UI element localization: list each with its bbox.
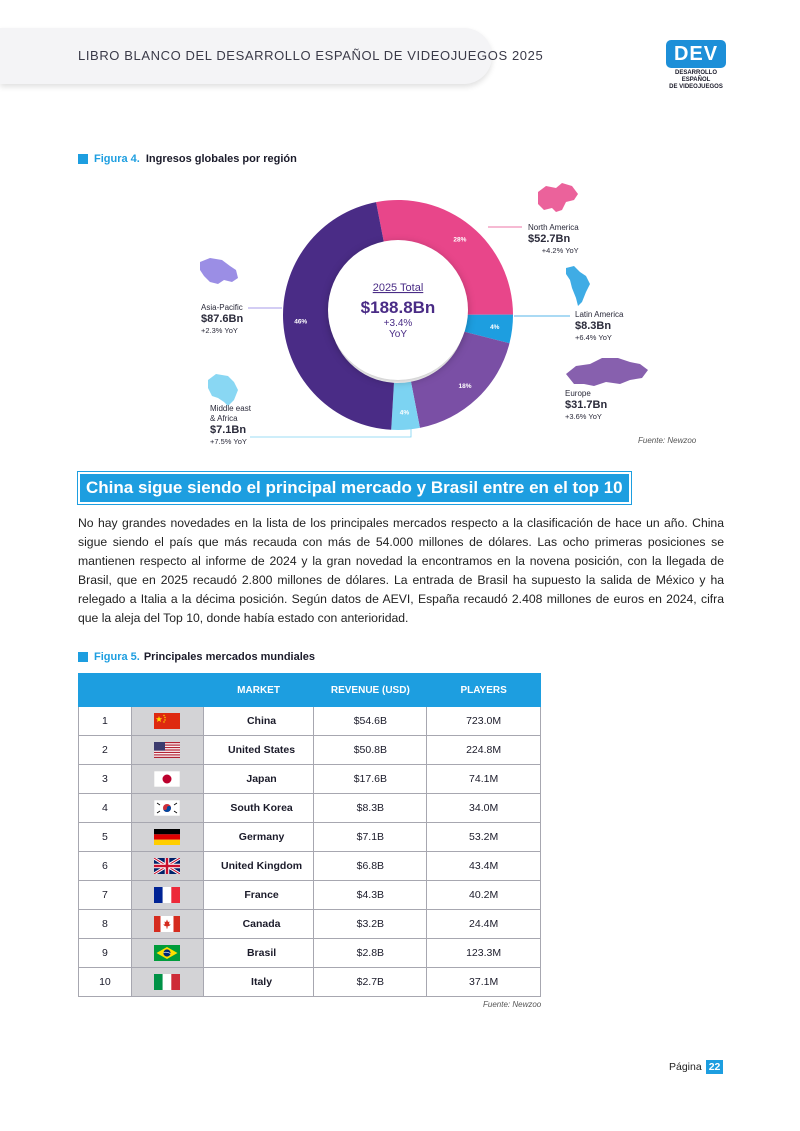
players-cell: 37.1M: [427, 968, 541, 997]
players-cell: 43.4M: [427, 852, 541, 881]
it-flag-icon: [154, 974, 180, 990]
north-america-yoy: +4.2% YoY: [541, 246, 579, 255]
ca-flag-icon: [154, 916, 180, 932]
flag-cell: [131, 823, 203, 852]
br-flag-icon: [154, 945, 180, 961]
donut-percent-label: 18%: [458, 382, 472, 390]
market-cell: Japan: [203, 765, 314, 794]
logo-subtitle: DESARROLLO ESPAÑOL DE VIDEOJUEGOS: [669, 70, 723, 90]
de-flag-icon: [154, 829, 180, 845]
north-america-map-icon: [538, 183, 578, 212]
north-america-value: $52.7Bn: [528, 233, 571, 245]
revenue-cell: $2.7B: [314, 968, 427, 997]
players-cell: 53.2M: [427, 823, 541, 852]
table-body: [79, 707, 541, 997]
players-header: PLAYERS: [427, 674, 541, 707]
revenue-header: REVENUE (USD): [314, 674, 427, 707]
table-row: [79, 765, 541, 794]
mea-value: $7.1Bn: [210, 424, 247, 436]
page-number-box: 22: [706, 1060, 724, 1074]
middle-east-africa-map-icon: [208, 374, 238, 406]
europe-value: $31.7Bn: [565, 399, 608, 411]
donut-percent-label: 46%: [294, 318, 308, 326]
figure-5-source: Fuente: Newzoo: [483, 1000, 542, 1009]
players-cell: 40.2M: [427, 881, 541, 910]
players-cell: 34.0M: [427, 794, 541, 823]
flag-cell: [131, 852, 203, 881]
flag-cell: [131, 881, 203, 910]
market-cell: United States: [203, 736, 314, 765]
donut-percent-label: 28%: [453, 236, 467, 244]
center-total-label: 2025 Total: [372, 282, 424, 294]
figure-5-caption: [78, 651, 315, 663]
revenue-cell: $50.8B: [314, 736, 427, 765]
flag-cell: [131, 910, 203, 939]
revenue-cell: $6.8B: [314, 852, 427, 881]
table-header-row: [79, 674, 541, 707]
flag-cell: [131, 968, 203, 997]
players-cell: 24.4M: [427, 910, 541, 939]
table-row: [79, 939, 541, 968]
region-donut-chart: [0, 0, 800, 470]
revenue-cell: $17.6B: [314, 765, 427, 794]
logo-mark: DEV: [666, 40, 726, 68]
revenue-cell: $3.2B: [314, 910, 427, 939]
flag-cell: [131, 765, 203, 794]
donut-percent-label: 4%: [399, 409, 410, 417]
flag-header: [131, 674, 203, 707]
document-title: LIBRO BLANCO DEL DESARROLLO ESPAÑOL DE VIDEOJUEGOS 2025: [78, 48, 544, 63]
players-cell: 723.0M: [427, 707, 541, 736]
latin-america-yoy: +6.4% YoY: [575, 333, 612, 342]
revenue-cell: $7.1B: [314, 823, 427, 852]
table-row: [79, 910, 541, 939]
us-flag-icon: [154, 742, 180, 758]
asia-pacific-yoy: +2.3% YoY: [201, 326, 238, 335]
page-number: Página 22: [669, 1060, 723, 1074]
rank-cell: 4: [79, 794, 132, 823]
asia-pacific-map-icon: [200, 258, 238, 284]
market-cell: France: [203, 881, 314, 910]
flag-cell: [131, 707, 203, 736]
flag-cell: [131, 939, 203, 968]
fr-flag-icon: [154, 887, 180, 903]
flag-cell: [131, 794, 203, 823]
rank-cell: 3: [79, 765, 132, 794]
players-cell: 224.8M: [427, 736, 541, 765]
kr-flag-icon: [154, 800, 180, 816]
gb-flag-icon: [154, 858, 180, 874]
north-america-label: North America $52.7Bn +4.2% YoY: [528, 223, 579, 255]
rank-header: [79, 674, 132, 707]
table-row: [79, 968, 541, 997]
caption-square-icon: [78, 652, 88, 662]
revenue-cell: $8.3B: [314, 794, 427, 823]
rank-cell: 9: [79, 939, 132, 968]
rank-cell: 8: [79, 910, 132, 939]
market-cell: Italy: [203, 968, 314, 997]
rank-cell: 10: [79, 968, 132, 997]
market-cell: Canada: [203, 910, 314, 939]
revenue-cell: $4.3B: [314, 881, 427, 910]
rank-cell: 1: [79, 707, 132, 736]
table-row: [79, 881, 541, 910]
figure-number: Figura 4.: [94, 153, 140, 165]
players-cell: 74.1M: [427, 765, 541, 794]
center-total-value: $188.8Bn: [360, 298, 436, 317]
mea-label: Middle east & Africa $7.1Bn +7.5% YoY: [210, 404, 251, 446]
latin-america-map-icon: [566, 266, 590, 306]
asia-pacific-label: Asia-Pacific $87.6Bn +2.3% YoY: [201, 303, 244, 335]
figure-title: Principales mercados mundiales: [143, 651, 316, 663]
europe-label: Europe $31.7Bn +3.6% YoY: [565, 389, 608, 421]
figure-title: Ingresos globales por región: [145, 153, 297, 165]
center-yoy-unit: YoY: [389, 329, 407, 340]
table-row: [79, 794, 541, 823]
body-paragraph: No hay grandes novedades en la lista de los principales mercados respecto a la clasificación de hace un año. China sigue siendo el país que más recauda con más de 54.000 millones de dólares. Las ocho primeras posiciones se mantienen respecto al informe de 2024 y la gran novedad la encontramos en la novena posición, con la llegada de Brasil, que en 2025 recaudó 2.800 millones de dólares. La entrada de Brasil ha supuesto la salida de México y ha relegado a Italia a la décima posición. Según datos de AEVI, España recaudó 2.408 millones de euros en 2024, cifra que la aleja del Top 10, donde había estado con anterioridad.: [78, 516, 724, 625]
table-row: [79, 823, 541, 852]
rank-cell: 6: [79, 852, 132, 881]
latin-america-label: Latin America $8.3Bn +6.4% YoY: [575, 310, 624, 342]
figure-4-source: Fuente: Newzoo: [638, 436, 697, 445]
europe-map-icon: [566, 358, 648, 386]
markets-table: [78, 673, 541, 997]
flag-cell: [131, 736, 203, 765]
jp-flag-icon: [154, 771, 180, 787]
table-row: [79, 707, 541, 736]
revenue-cell: $2.8B: [314, 939, 427, 968]
market-cell: China: [203, 707, 314, 736]
revenue-cell: $54.6B: [314, 707, 427, 736]
mea-yoy: +7.5% YoY: [210, 437, 247, 446]
section-heading: China sigue siendo el principal mercado y Brasil entre en el top 10: [78, 472, 631, 504]
market-cell: South Korea: [203, 794, 314, 823]
europe-yoy: +3.6% YoY: [565, 412, 602, 421]
players-cell: 123.3M: [427, 939, 541, 968]
market-header: MARKET: [203, 674, 314, 707]
latin-america-value: $8.3Bn: [575, 320, 612, 332]
donut-percent-label: 4%: [490, 323, 500, 331]
rank-cell: 5: [79, 823, 132, 852]
table-row: [79, 736, 541, 765]
center-yoy: +3.4%: [383, 318, 413, 329]
rank-cell: 2: [79, 736, 132, 765]
rank-cell: 7: [79, 881, 132, 910]
market-cell: United Kingdom: [203, 852, 314, 881]
asia-pacific-value: $87.6Bn: [201, 313, 244, 325]
figure-number: Figura 5.: [94, 651, 140, 663]
table-row: [79, 852, 541, 881]
cn-flag-icon: [154, 713, 180, 729]
market-cell: Germany: [203, 823, 314, 852]
market-cell: Brasil: [203, 939, 314, 968]
